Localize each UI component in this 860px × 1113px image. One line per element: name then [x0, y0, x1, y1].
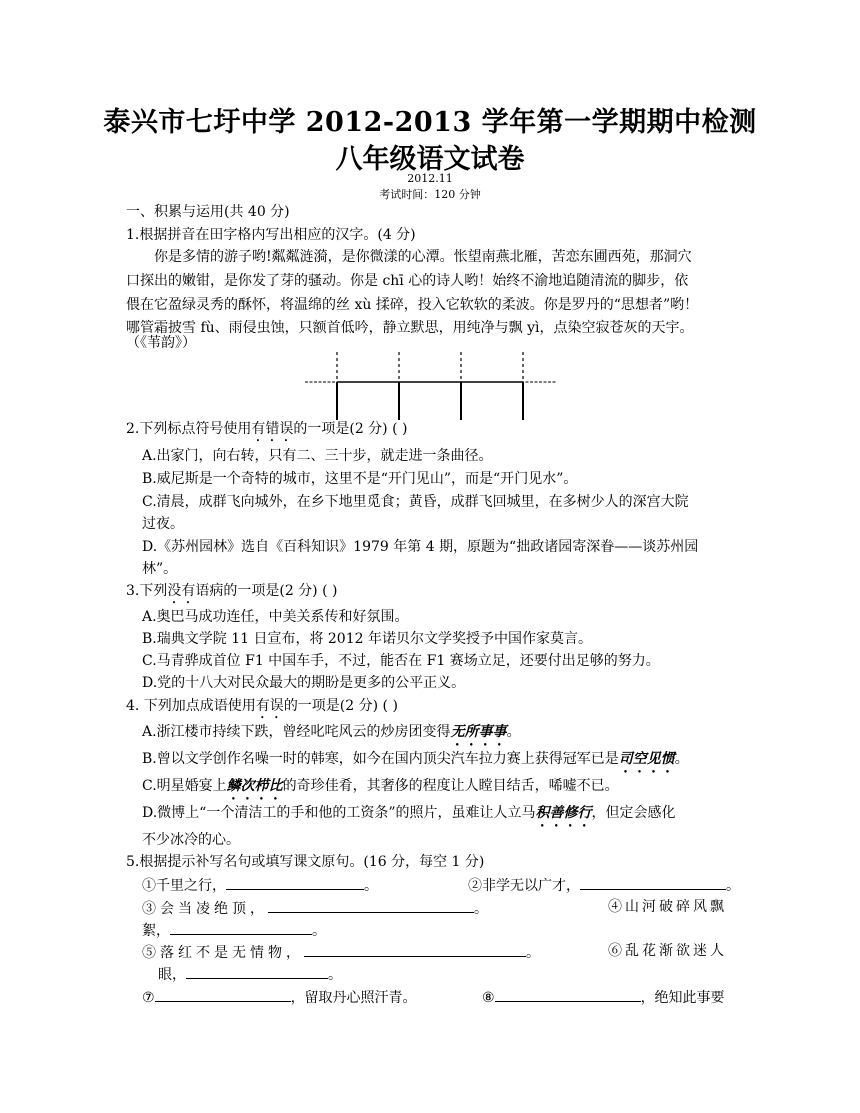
answer-blank-6[interactable] [186, 964, 328, 979]
q2-option-a: A.出家门，向右转，只有二、三十步，就走进一条曲径。 [142, 448, 493, 464]
q1-passage-source: （《苇韵》） [126, 335, 196, 351]
q4-option-text: ，但定会感化 [591, 805, 676, 821]
tianzige-grid [305, 352, 557, 420]
answer-blank-7[interactable] [155, 987, 291, 1002]
q4-option-text: B.曾以文学创作名噪一时的韩寒，如今在国内顶尖汽车拉力赛上获得冠军已是 [142, 751, 619, 767]
q5-prompt: ，绝知此事要 [640, 990, 725, 1006]
q4-option-b [142, 750, 689, 776]
answer-blank-5[interactable] [304, 942, 526, 957]
q3-option-a: A.奥巴马成功连任，中美关系传和好氛围。 [142, 609, 409, 625]
q5-period: 。 [474, 901, 492, 917]
q4-option-text: 。 [674, 751, 689, 767]
q4-idiom: 鳞次栉比 [226, 778, 283, 794]
q5-item-8 [482, 987, 725, 1007]
q5-prompt: ⑧ [482, 990, 495, 1006]
q4-stem-post: 的一项是(2 分) ( ) [283, 698, 398, 714]
q2-option-c-cont: 过夜。 [142, 516, 184, 532]
q4-option-text: C.明星婚宴上 [142, 778, 227, 794]
q1-stem: 1.根据拼音在田字格内写出相应的汉字。(4 分) [126, 227, 416, 243]
answer-blank-3[interactable] [268, 898, 474, 913]
q5-prompt: ⑤落红不是无情物， [142, 945, 304, 961]
q2-stem-pre: 2.下列标点符号使用 [126, 421, 252, 437]
q2-option-d-cont: 林”。 [142, 561, 178, 577]
q3-option-b: B.瑞典文学院 11 日宣布，将 2012 年诺贝尔文学奖授予中国作家莫言。 [142, 631, 592, 647]
q1-passage-line: 偎在它盈绿灵秀的酥怀，将温绵的丝 xù 揉碎，投入它软软的柔波。你是罗丹的“思想者”哟！ [126, 297, 699, 313]
q3-stem [126, 582, 337, 607]
q5-item-2 [468, 875, 740, 895]
q2-option-d: D.《苏州园林》选自《百科知识》1979 年第 4 期，原题为“拙政诸园寄深眷——谈苏州园 [142, 539, 699, 555]
q5-item-6: ⑥乱花渐欲迷人 [608, 943, 727, 959]
q2-stem-post: 的一项是(2 分) ( ) [293, 421, 408, 437]
answer-blank-2[interactable] [580, 875, 726, 890]
q5-item-5 [142, 942, 544, 962]
q5-prompt: ①千里之行， [142, 878, 226, 894]
q4-option-text: A.浙江楼市持续下跌，曾经叱咤风云的炒房团变得 [142, 724, 451, 740]
q4-idiom: 积善修行 [535, 805, 592, 821]
q5-period: 。 [364, 878, 378, 894]
q4-option-a [142, 723, 521, 749]
q4-option-d [142, 804, 676, 830]
q5-prompt: ②非学无以广才， [468, 878, 580, 894]
q5-period: 。 [328, 967, 342, 983]
q5-stem: 5.根据提示补写名句或填写课文原句。(16 分，每空 1 分) [126, 854, 485, 870]
q5-item-1 [142, 875, 378, 895]
q2-option-b: B.威尼斯是一个奇特的城市，这里不是“开门见山”，而是“开门见水”。 [142, 471, 578, 487]
q1-passage-line: 口探出的嫩钳，是你发了芽的骚动。你是 chī 心的诗人哟！始终不渝地追随清流的脚步，依 [126, 273, 689, 289]
q5-prompt: ，留取丹心照汗青。 [290, 990, 417, 1006]
exam-date: 2012.11 [407, 172, 453, 185]
q3-stem-post: 语病的一项是(2 分) ( ) [195, 583, 338, 599]
q2-option-c: C.清晨，成群飞向城外，在乡下地里觅食；黄昏，成群飞回城里，在多树少人的深宫大院 [142, 494, 689, 510]
q1-passage-line: 你是多情的游子哟!粼粼涟漪，是你微漾的心潭。怅望南燕北雁，苦恋东圃西苑，那洞穴 [154, 249, 692, 265]
q5-item-4: ④山河破碎风飘 [608, 899, 727, 915]
q5-period: 。 [312, 923, 326, 939]
q5-prompt: ⑦ [142, 990, 155, 1006]
q5-period: 。 [726, 878, 740, 894]
q4-stem [126, 697, 398, 722]
q5-item-3 [142, 898, 492, 918]
q3-emphasis: 没有 [167, 583, 196, 599]
q3-option-c: C.马青骅成首位 F1 中国车手，不过，能否在 F1 赛场立足，还要付出足够的努力。 [142, 653, 660, 669]
q5-period: 。 [526, 945, 544, 961]
q4-option-c [142, 777, 619, 803]
q4-option-text: 的奇珍佳肴，其奢侈的程度让人瞠目结舌，唏嘘不已。 [282, 778, 619, 794]
q5-prompt: 眼， [158, 967, 186, 983]
q2-stem [126, 420, 407, 445]
q4-option-d-cont: 不少冰冷的心。 [142, 832, 240, 848]
q5-item-7 [142, 987, 417, 1007]
exam-subtitle: 八年级语文试卷 [335, 144, 525, 175]
q4-stem-pre: 4. 下列加点成语使用 [126, 698, 256, 714]
q4-idiom: 司空见惯 [618, 751, 675, 767]
exam-time: 考试时间：120 分钟 [379, 188, 481, 201]
q5-prompt: 絮， [142, 923, 170, 939]
q1-passage-line: 哪管霜披雪 fù、雨侵虫蚀，只额首低吟，静立默思，用纯净与飘 yì，点染空寂苍灰的天宇。 [126, 320, 694, 336]
q4-emphasis: 有误 [255, 698, 284, 714]
q5-item-4-cont [142, 920, 326, 940]
answer-blank-1[interactable] [226, 875, 364, 890]
section-title: 一、积累与运用(共 40 分) [126, 204, 290, 220]
q4-option-text: D.微博上“一个清洁工的手和他的工资条”的照片，虽难让人立马 [142, 805, 536, 821]
q4-option-text: 。 [506, 724, 521, 740]
answer-blank-8[interactable] [495, 987, 641, 1002]
q5-item-6-cont [158, 964, 342, 984]
q4-idiom: 无所事事 [450, 724, 507, 740]
exam-title: 泰兴市七圩中学 2012-2013 学年第一学期期中检测 [103, 107, 757, 138]
q3-option-d: D.党的十八大对民众最大的期盼是更多的公平正义。 [142, 675, 466, 691]
q5-prompt: ③会当凌绝顶， [142, 901, 268, 917]
answer-blank-4[interactable] [170, 920, 312, 935]
q2-emphasis: 有错误 [251, 421, 294, 437]
q3-stem-pre: 3.下列 [126, 583, 168, 599]
